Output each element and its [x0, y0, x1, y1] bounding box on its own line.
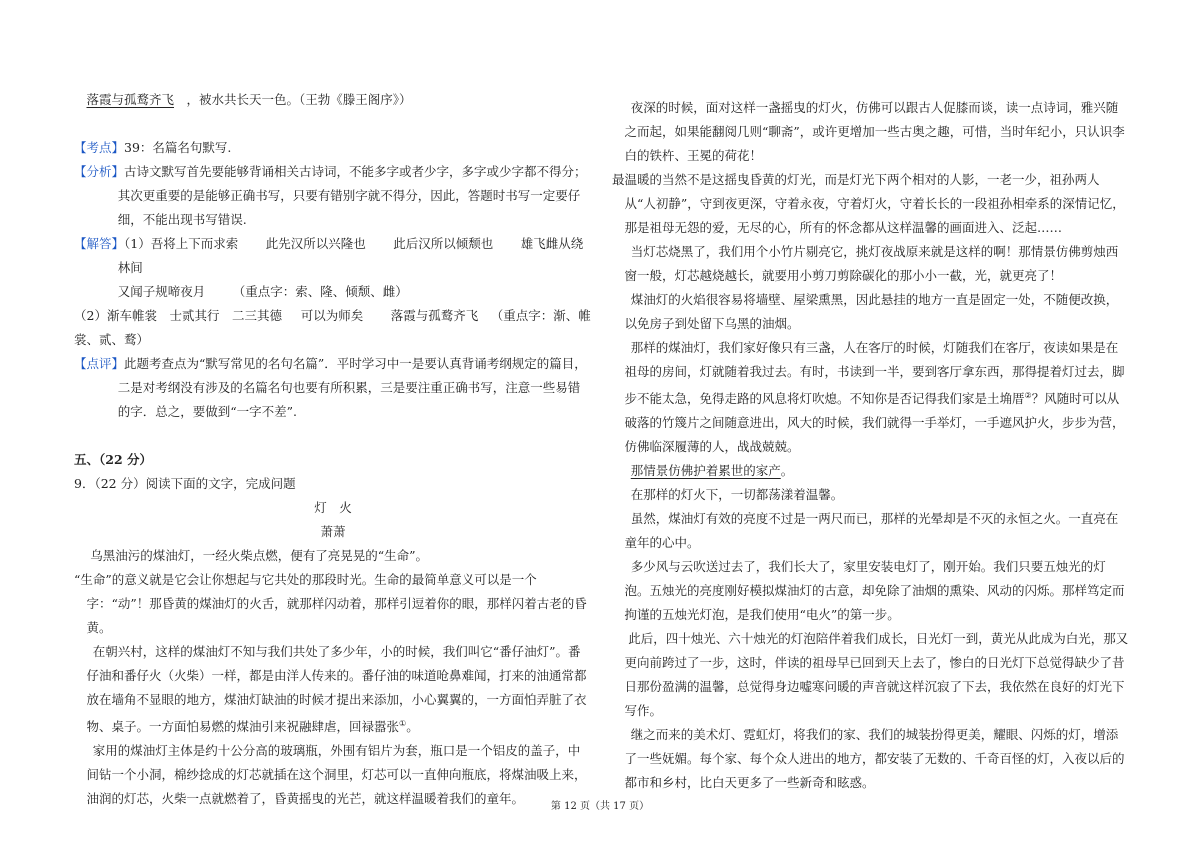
essay-para-15: 继之而来的美术灯、霓虹灯，将我们的家、我们的城装扮得更美，耀眼、闪烁的灯，增添了一些妩媚。每个家、每个众人进出的地方，都安装了无数的、千奇百怪的灯，入夜以后的都市和乡村，比白天更多了一些新奇和眩惑。 — [624, 727, 1125, 791]
left-column — [74, 88, 592, 811]
footnote-mark-2: ② — [1024, 391, 1032, 400]
essay-para-3-text: 在朝兴村，这样的煤油灯不知与我们共处了多少年，小的时候，我们叫它“番仔油灯”。番仔油和番仔火（火柴）一样，都是由洋人传来的。番仔油的味道呛鼻难闻，打来的油通常都放在墙角不显眼的地方，煤油灯缺油的时候才提出来添加，小心翼翼的，一方面怕弄脏了衣物、桌子。一方面怕易燃的煤油引来祝融肆虐，回禄嚣张 — [86, 644, 587, 735]
essay-para-3 — [74, 640, 592, 739]
essay-para-7: 当灯芯烧黑了，我们用个小竹片剔亮它，挑灯夜战原来就是这样的啊！那情景仿佛剪烛西窗一般，灯芯越烧越长，就要用小剪刀剪除碳化的那小小一截，光，就更亮了！ — [624, 244, 1119, 283]
footnote-mark-1: ① — [399, 719, 407, 728]
essay-para-1: 乌黑油污的煤油灯，一经火柴点燃，便有了亮晃晃的“生命”。 — [90, 548, 429, 563]
essay-para-3-end: 。 — [406, 719, 419, 735]
jieda-1-key: （重点字：索、隆、倾颓、雌） — [232, 284, 408, 299]
essay-para-9-text: 那样的煤油灯，我们家好像只有三盏，人在客厅的时候，灯随我们在客厅，夜读如果是在祖母的房间，灯就随着我过去。有时，书读到一半，要到客厅拿东西，那得提着灯过去，脚步不能太急，免得走路的风息将灯吹熄。不知你是否记得我们家是土埆厝 — [624, 340, 1125, 407]
essay-para-10 — [612, 459, 1130, 483]
essay-para-8: 煤油灯的火焰很容易将墙壁、屋梁熏黑，因此悬挂的地方一直是固定一处，不随便改换，以免房子到处留下乌黑的油烟。 — [624, 292, 1119, 331]
fenxi-tag: 【分析】 — [74, 164, 125, 179]
jieda-2-key: （重点字：渐、帷裳、贰、鹜） — [74, 308, 591, 347]
jieda-2-c: 二三其德 — [231, 308, 282, 323]
kaodian-text: 39：名篇名句默写. — [124, 140, 232, 155]
dianping-tag: 【点评】 — [74, 356, 125, 371]
kaodian-tag: 【考点】 — [74, 140, 125, 155]
underlined-sentence: 那情景仿佛护着累世的家产 — [630, 463, 781, 479]
essay-para-6: 最温暖的当然不是这摇曳昏黄的灯光，而是灯光下两个相对的人影，一老一少，祖孙两人从“人初静”，守到夜更深，守着永夜，守着灯火，守着长长的一段祖孙相牵系的深情记忆，那是祖母无怨的爱，无尽的心，所有的怀念都从这样温馨的画面进入、泛起…… — [612, 172, 1125, 235]
kaodian — [74, 136, 592, 160]
jieda-tag: 【解答】 — [74, 236, 125, 251]
jieda-1-b: 此先汉所以兴隆也 — [265, 236, 366, 251]
jieda-1-e: 又闻子规啼夜月 — [117, 284, 206, 299]
essay-para-2: “生命”的意义就是它会让你想起与它共处的那段时光。生命的最简单意义可以是一个字：“动”！那昏黄的煤油灯的火舌，就那样闪动着，那样引逗着你的眼，那样闪着古老的昏黄。 — [74, 572, 587, 635]
essay-para-14: 此后，四十烛光、六十烛光的灯泡陪伴着我们成长，日光灯一到，黄光从此成为白光，那又更向前跨过了一步，这时，伴读的祖母早已回到天上去了，惨白的日光灯下总觉得缺少了昔日那份盈满的温馨，总觉得身边嘘寒问暖的声音就这样沉寂了下去，我依然在良好的灯光下写作。 — [624, 631, 1129, 719]
page-footer: 第 12 页（共 17 页） — [550, 801, 650, 812]
essay-para-9 — [612, 336, 1130, 459]
fenxi — [74, 160, 592, 232]
dianping — [74, 352, 592, 424]
jieda-2-a: （2）渐车帷裳 — [74, 308, 157, 323]
essay-para-9-rest: ？风随时可以从破落的竹篾片之间随意进出，风大的时候，我们就得一手举灯，一手遮风护火，步步为营，仿佛临深履薄的人，战战兢兢。 — [624, 391, 1125, 455]
essay-title: 灯 火 — [314, 500, 352, 515]
jieda-2 — [74, 304, 592, 352]
jieda-1-c: 此后汉所以倾颓也 — [393, 236, 494, 251]
jieda-1-d: 雄飞雌从绕林间 — [117, 236, 584, 275]
jieda-1 — [74, 232, 592, 304]
fenxi-text: 古诗文默写首先要能够背诵相关古诗词，不能多字或者少字，多字或少字都不得分；其次更重要的是能够正确书写，只要有错别字就不得分，因此，答题时书写一定要仔细，不能出现书写错误. — [117, 164, 587, 227]
essay-author: 萧萧 — [320, 524, 346, 539]
jieda-1-a: （1）吾将上下而求索 — [124, 236, 239, 251]
essay-para-10-end: 。 — [780, 463, 794, 479]
dianping-text: 此题考查点为“默写常见的名句名篇”．平时学习中一是要认真背诵考纲规定的篇目，二是对考纲没有涉及的名篇名句也要有所积累，三是要注重正确书写，注意一些易错的字．总之，要做到“一字不差”. — [117, 356, 587, 419]
essay-para-5: 夜深的时候，面对这样一盏摇曳的灯火，仿佛可以跟古人促膝而谈，读一点诗词，雅兴随之而起，如果能翻阅几则“聊斋”，或许更增加一些古奥之趣，可惜，当时年纪小，只认识李白的铁杵、王冕的荷花！ — [624, 100, 1125, 163]
essay-para-4: 家用的煤油灯主体是约十公分高的玻璃瓶，外围有铝片为套，瓶口是一个铝皮的盖子，中间钻一个小洞，棉纱捻成的灯芯就插在这个洞里，灯芯可以一直伸向瓶底，将煤油吸上来，油润的灯芯，火柴一点就燃着了，昏黄摇曳的光芒，就这样温暖着我们的童年。 — [86, 743, 587, 807]
essay-para-13: 多少风与云吹送过去了，我们长大了，家里安装电灯了，刚开始。我们只要五烛光的灯泡。五烛光的亮度刚好模拟煤油灯的古意，却免除了油烟的熏染、风动的闪烁。那样笃定而拘谨的五烛光灯泡，是我们使用“电火”的第一步。 — [624, 559, 1125, 623]
jieda-2-b: 士贰其行 — [169, 308, 220, 323]
jieda-2-e: 落霞与孤鹜齐飞 — [390, 308, 479, 323]
section-title: 五、（22 分） — [74, 452, 152, 467]
question-stem: 9．（22 分）阅读下面的文字，完成问题 — [74, 476, 296, 491]
right-column — [612, 96, 1130, 795]
essay-para-11: 在那样的灯火下，一切都荡漾着温馨。 — [630, 487, 844, 503]
quote-rest: ，被水共长天一色。（王勃《滕王阁序》） — [186, 92, 412, 107]
essay-para-12: 虽然，煤油灯有效的亮度不过是一两尺而已，那样的光晕却是不灭的永恒之火。一直亮在童年的心中。 — [624, 511, 1119, 551]
quote-answer: 落霞与孤鹜齐飞 — [86, 92, 175, 107]
quote-line — [74, 88, 592, 112]
jieda-2-d: 可以为师矣 — [300, 308, 364, 323]
